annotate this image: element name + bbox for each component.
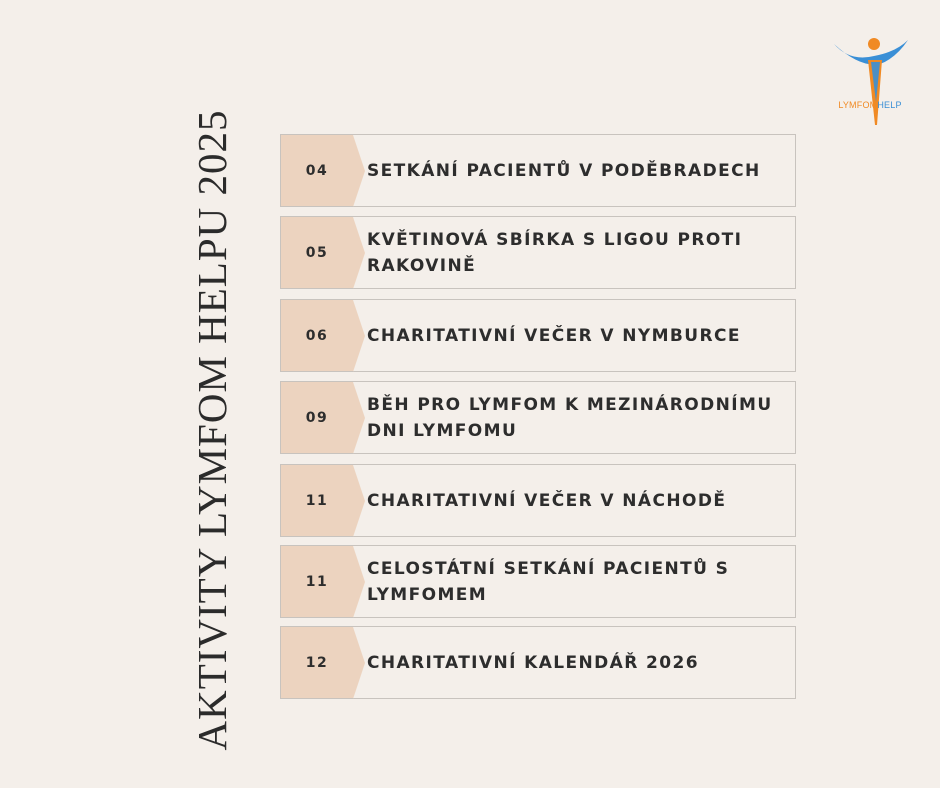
month-number: 12 — [305, 654, 329, 671]
activity-label: CELOSTÁTNÍ SETKÁNÍ PACIENTŮ S LYMFOMEM — [367, 558, 730, 605]
list-item — [280, 381, 796, 454]
month-number: 04 — [305, 162, 329, 179]
list-item — [280, 545, 796, 618]
activity-label: BĚH PRO LYMFOM K MEZINÁRODNÍMU DNI LYMFOMU — [367, 394, 773, 441]
activity-label: CHARITATIVNÍ VEČER V NÁCHODĚ — [367, 490, 727, 511]
month-number: 06 — [305, 327, 329, 344]
activity-label: SETKÁNÍ PACIENTŮ V PODĚBRADECH — [367, 160, 761, 181]
list-item — [280, 134, 796, 207]
logo-text-help: HELP — [877, 100, 902, 110]
month-number: 09 — [305, 409, 329, 426]
activity-label: CHARITATIVNÍ KALENDÁŘ 2026 — [367, 652, 699, 673]
logo-wordmark — [830, 100, 910, 110]
month-number: 11 — [305, 492, 329, 509]
list-item — [280, 299, 796, 372]
logo-text-lymfom: LYMFOM — [838, 100, 878, 110]
lymfom-help-logo — [830, 30, 910, 130]
activity-label: CHARITATIVNÍ VEČER V NYMBURCE — [367, 325, 741, 346]
page-title: AKTIVITY LYMFOM HELPU 2025 — [189, 109, 235, 751]
activity-label: KVĚTINOVÁ SBÍRKA S LIGOU PROTI RAKOVINĚ — [367, 229, 743, 276]
list-item — [280, 216, 796, 289]
list-item — [280, 464, 796, 537]
list-item — [280, 626, 796, 699]
month-number: 11 — [305, 573, 329, 590]
logo-figure-icon — [830, 30, 910, 130]
month-number: 05 — [305, 244, 329, 261]
